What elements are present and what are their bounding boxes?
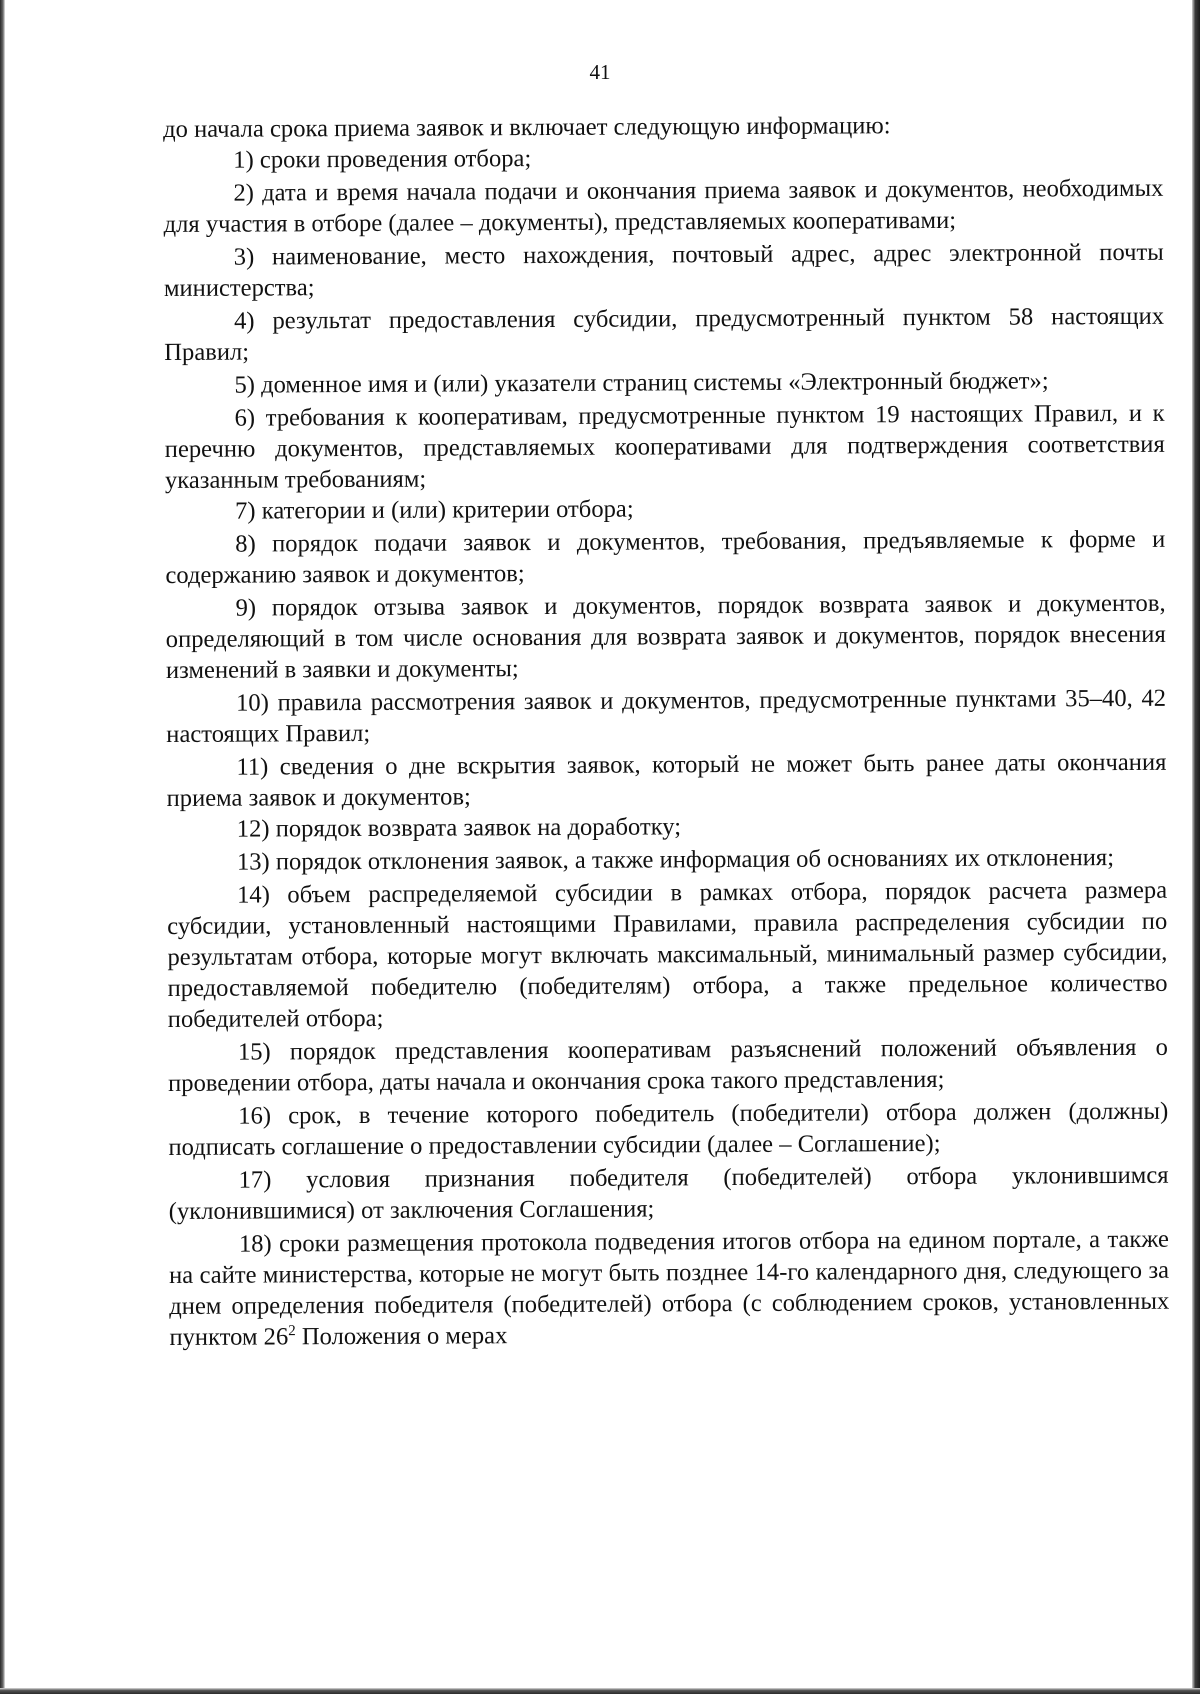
list-item: 11) сведения о дне вскрытия заявок, который не может быть ранее даты окончания приема заявок и документов; xyxy=(166,748,1167,812)
list-item: 10) правила рассмотрения заявок и документов, предусмотренные пунктами 35–40, 42 настоящих Правил; xyxy=(166,684,1167,748)
footnote-superscript: 2 xyxy=(288,1323,296,1340)
list-item: 17) условия признания победителя (победителей) отбора уклонившимся (уклонившимися) от заключения Соглашения; xyxy=(168,1161,1169,1225)
list-item: 1) сроки проведения отбора; xyxy=(233,145,532,174)
scan-edge-bottom xyxy=(0,1688,1200,1694)
page-number: 41 xyxy=(589,60,611,84)
list-item: 4) результат предоставления субсидии, предусмотренный пунктом 58 настоящих Правил; xyxy=(164,302,1165,366)
list-item: 15) порядок представления кооперативам разъяснений положений объявления о проведении отбора, даты начала и окончания срока такого представления; xyxy=(168,1033,1168,1097)
document-body xyxy=(163,109,1169,1353)
list-item: 3) наименование, место нахождения, почтовый адрес, адрес электронной почты министерства; xyxy=(163,238,1164,302)
list-item: 2) дата и время начала подачи и окончания приема заявок и документов, необходимых для участия в отборе (далее – документы), представляемых кооперативами; xyxy=(163,174,1164,238)
list-item: 5) доменное имя и (или) указатели страниц системы «Электронный бюджет»; xyxy=(234,367,1049,399)
list-item-text: 18) сроки размещения протокола подведения итогов отбора на едином портале, а также на сайте министерства, которые не могут быть позднее 14-го календарного дня, следующего за днем определения победителя (победителей) отбора (с соблюдением сроков, установленных пунктом 26 xyxy=(169,1225,1170,1351)
list-item: 6) требования к кооперативам, предусмотренные пунктом 19 настоящих Правил, и к перечню документов, представляемых кооперативами для подтверждения соответствия указанным требованиям; xyxy=(164,399,1165,494)
list-item: 9) порядок отзыва заявок и документов, порядок возврата заявок и документов, определяющий в том числе основания для возврата заявок и документов, порядок внесения изменений в заявки и документы; xyxy=(165,589,1166,684)
scan-edge-left xyxy=(0,0,5,1694)
list-item: 7) категории и (или) критерии отбора; xyxy=(235,495,634,525)
list-item: 13) порядок отклонения заявок, а также информация об основаниях их отклонения; xyxy=(236,844,1115,876)
list-item-text-continued: Положения о мерах xyxy=(295,1322,508,1351)
list-item: 12) порядок возврата заявок на доработку; xyxy=(236,813,682,843)
list-item: 8) порядок подачи заявок и документов, требования, предъявляемые к форме и содержанию заявок и документов; xyxy=(165,525,1166,589)
list-item: 16) срок, в течение которого победитель (победители) отбора должен (должны) подписать соглашение о предоставлении субсидии (далее – Соглашение); xyxy=(168,1097,1169,1161)
scan-edge-right xyxy=(1192,0,1200,1694)
paragraph-lead: до начала срока приема заявок и включает следующую информацию: xyxy=(163,112,891,143)
list-item xyxy=(169,1224,1170,1353)
list-item: 14) объем распределяемой субсидии в рамках отбора, порядок расчета размера субсидии, установленный настоящими Правилами, правила распределения субсидии по результатам отбора, которые могут включать максимальный, минимальный размер субсидии, предоставляемой победителю (победителям) отбора, а также предельное количество победителей отбора; xyxy=(167,876,1168,1033)
